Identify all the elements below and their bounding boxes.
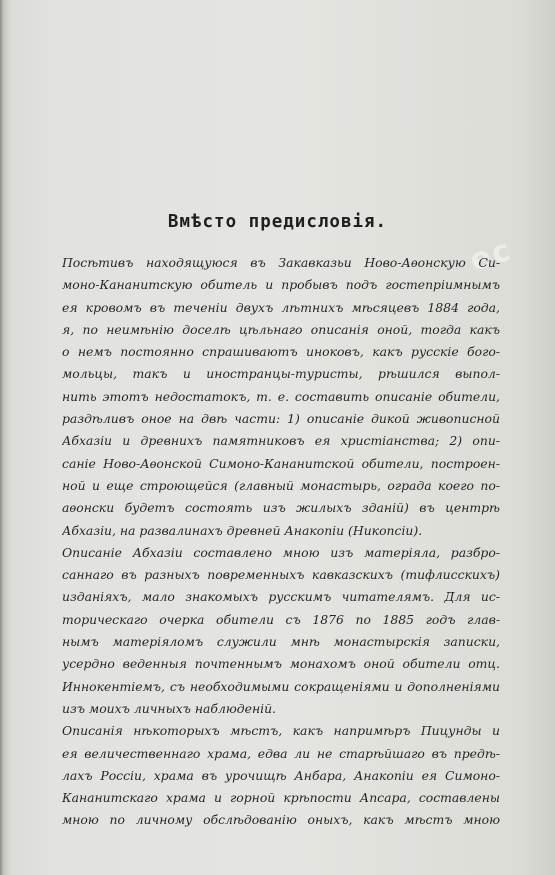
text-line: аѳонски будетъ состоять изъ жилыхъ зданій) въ центрѣ	[62, 500, 500, 516]
text-line: ной и еще строющейся (главный монастырь, ограда коего по-	[62, 477, 500, 493]
text-line: саннаго въ разныхъ повременныхъ кавказскихъ (тифлисскихъ)	[62, 567, 500, 583]
text-line: Иннокентіемъ, съ необходимыми сокращеніями и дополненіями	[62, 678, 500, 694]
text-line: ея кровомъ въ теченіи двухъ лѣтнихъ мѣсяцевъ 1884 года,	[62, 299, 500, 315]
text-line: Абхазіи, на развалинахъ древней Анакопіи (Никопсіи).	[62, 522, 423, 538]
watermark: ec	[465, 232, 517, 279]
text-line: моно-Кананитскую обитель и пробывъ подъ гостепріимнымъ	[62, 277, 500, 293]
text-line: изданіяхъ, мало знакомыхъ русскимъ читателямъ. Для ис-	[62, 589, 500, 605]
text-line: Описанія нѣкоторыхъ мѣстъ, какъ напримѣръ Пицунды и	[62, 723, 500, 739]
text-line: саніе Ново-Аѳонской Симоно-Кананитской обители, построен-	[62, 455, 500, 471]
text-line: ея величественнаго храма, едва ли не старѣйшаго въ предѣ-	[62, 745, 500, 761]
text-line: лахъ Россіи, храма въ урочищѣ Анбара, Анакопіи ея Симоно-	[62, 767, 500, 783]
text-line: Кананитскаго храма и горной крѣпости Апсара, составлены	[62, 790, 500, 806]
page-heading: Вмѣсто предисловія.	[167, 212, 388, 232]
text-line: Описаніе Абхазіи составлено мною изъ матеріяла, разбро-	[62, 544, 500, 560]
text-line: раздѣливъ оное на двѣ части: 1) описаніе дикой живописной	[62, 411, 500, 427]
text-line: нить этотъ недостатокъ, т. е. составить описаніе обители,	[62, 388, 500, 404]
text-line: Посѣтивъ находящуюся въ Закавказьи Ново-Аѳонскую Си-	[62, 255, 500, 270]
text-line: Абхазіи и древнихъ памятниковъ ея христіанства; 2) опи-	[62, 433, 500, 449]
text-line: нымъ матеріяломъ служили мнѣ монастырскія записки,	[62, 634, 500, 650]
text-line: о немъ постоянно спрашиваютъ иноковъ, какъ русскіе бого-	[62, 344, 500, 360]
text-line: торическаго очерка обители съ 1876 по 1885 годъ глав-	[62, 611, 500, 627]
text-line: мольцы, такъ и иностранцы-туристы, рѣшился выпол-	[62, 366, 500, 382]
text-line: изъ моихъ личныхъ наблюденій.	[62, 700, 276, 716]
text-line: я, по неимѣнію доселѣ цѣльнаго описанія оной, тогда какъ	[62, 321, 500, 337]
text-line: усердно веденныя почтеннымъ монахомъ оной обители отц.	[62, 656, 500, 672]
text-line: мною по личному обслѣдованію оныхъ, какъ мѣстъ мною	[62, 812, 500, 828]
body-text	[62, 252, 500, 832]
